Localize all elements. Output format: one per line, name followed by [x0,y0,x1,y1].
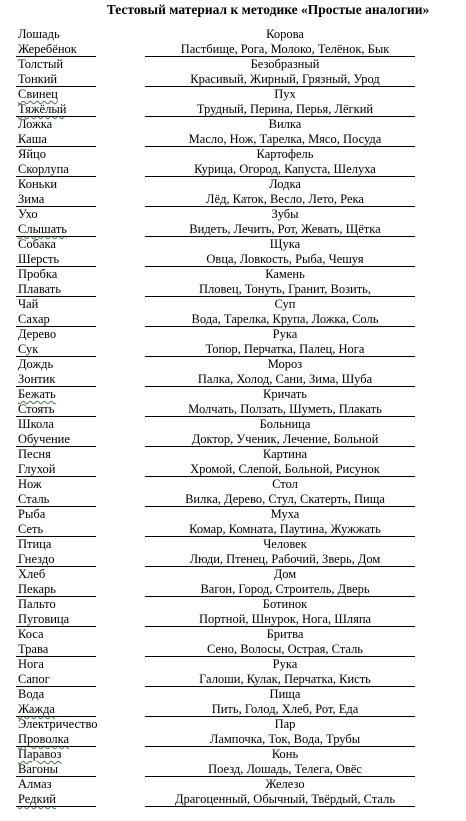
stimulus-word: Коса [18,627,44,641]
stimulus-word: Электричество [18,717,98,731]
stimulus-word: Нога [18,657,44,671]
table-row [0,477,466,492]
stimulus-word: Шерсть [18,252,60,266]
table-row [0,717,466,732]
target-word: Безобразный [250,57,320,71]
answer-options: Драгоценный, Обычный, Твёрдый, Сталь [174,792,396,806]
stimulus-word: Чай [18,297,39,311]
answer-options: Лёд, Каток, Весло, Лето, Река [206,192,364,206]
stimulus-word: Собака [18,237,56,251]
stimulus-word: Паравоз [18,747,62,761]
answer-options: Люди, Птенец, Рабочий, Зверь, Дом [189,552,381,566]
answer-options: Палка, Холод, Сани, Зима, Шуба [197,372,373,386]
answer-options: Красивый, Жирный, Грязный, Урод [190,72,380,86]
stimulus-word: Пробка [18,267,58,281]
table-row [0,762,466,777]
table-row [0,102,466,117]
table-row [0,222,466,237]
answer-options: Курица, Огород, Капуста, Шелуха [194,162,376,176]
answer-options: Галоши, Кулак, Перчатка, Кисть [199,672,371,686]
stimulus-word: Ложка [18,117,53,131]
target-word: Мороз [267,357,303,371]
stimulus-word: Зима [18,192,45,206]
table-row [0,642,466,657]
stimulus-word: Сапог [18,672,50,686]
stimulus-word: Сук [18,342,39,356]
table-row [0,672,466,687]
table-row [0,252,466,267]
table-row [0,777,466,792]
answer-options: Овца, Ловкость, Рыба, Чешуя [206,252,364,266]
table-row [0,282,466,297]
table-row [0,612,466,627]
analogy-table [0,27,466,807]
stimulus-word: Ухо [18,207,38,221]
stimulus-word: Школа [18,417,54,431]
target-word: Железо [265,777,305,791]
stimulus-word: Трава [18,642,49,656]
target-word: Больница [259,417,311,431]
stimulus-word: Жажда [18,702,55,716]
stimulus-word: Зонтик [18,372,56,386]
stimulus-word: Стоять [18,402,55,416]
stimulus-word: Сеть [18,522,44,536]
target-word: Дом [273,567,297,581]
stimulus-word: Слышать [18,222,67,236]
table-row [0,462,466,477]
table-row [0,522,466,537]
target-word: Пища [269,687,301,701]
target-word: Картофель [256,147,314,161]
answer-options: Масло, Нож, Тарелка, Мясо, Посуда [188,132,382,146]
answer-options: Молчать, Ползать, Шуметь, Плакать [188,402,382,416]
answer-options: Лампочка, Ток, Вода, Трубы [209,732,361,746]
table-row [0,582,466,597]
answer-options: Вода, Тарелка, Крупа, Ложка, Соль [191,312,379,326]
target-word: Корова [266,27,304,41]
stimulus-word: Жеребёнок [18,42,77,56]
stimulus-word: Вагоны [18,762,59,776]
table-row [0,342,466,357]
target-word: Стол [272,477,298,491]
table-row [0,312,466,327]
answer-options: Пить, Голод, Хлеб, Рот, Еда [211,702,359,716]
stimulus-word: Глухой [18,462,56,476]
stimulus-word: Яйцо [18,147,46,161]
target-word: Человек [263,537,307,551]
table-row [0,792,466,807]
answer-options: Доктор, Ученик, Лечение, Больной [191,432,379,446]
table-row [0,357,466,372]
target-word: Щука [269,237,301,251]
row-divider-right [145,806,415,807]
table-row [0,237,466,252]
target-word: Картина [262,447,308,461]
answer-options: Поезд, Лошадь, Телега, Овёс [208,762,362,776]
target-word: Рука [272,327,298,341]
stimulus-word: Редкий [18,792,56,806]
target-word: Муха [270,507,300,521]
table-row [0,147,466,162]
stimulus-word: Плавать [18,282,61,296]
stimulus-word: Дерево [18,327,57,341]
stimulus-word: Бежать [18,387,56,401]
stimulus-word: Сталь [18,492,50,506]
table-row [0,687,466,702]
table-row [0,27,466,42]
table-row [0,567,466,582]
answer-options: Видеть, Лечить, Рот, Жевать, Щётка [189,222,381,236]
answer-options: Сено, Волосы, Острая, Сталь [206,642,364,656]
target-word: Пух [274,87,296,101]
target-word: Конь [271,747,299,761]
table-row [0,42,466,57]
table-row [0,447,466,462]
table-row [0,537,466,552]
target-word: Пар [274,717,296,731]
stimulus-word: Алмаз [18,777,52,791]
stimulus-word: Коньки [18,177,58,191]
stimulus-word: Сахар [18,312,50,326]
table-row [0,162,466,177]
answer-options: Вагон, Город, Строитель, Дверь [200,582,370,596]
stimulus-word: Гнездо [18,552,55,566]
stimulus-word: Хлеб [18,567,46,581]
table-row [0,387,466,402]
table-row [0,132,466,147]
table-row [0,552,466,567]
answer-options: Трудный, Перина, Перья, Лёгкий [196,102,374,116]
table-row [0,507,466,522]
stimulus-word: Каша [18,132,47,146]
table-row [0,627,466,642]
table-row [0,327,466,342]
stimulus-word: Проволка [18,732,70,746]
row-divider-left [16,806,96,807]
stimulus-word: Лошадь [18,27,60,41]
table-row [0,747,466,762]
answer-options: Портной, Шнурок, Нога, Шляпа [198,612,372,626]
answer-options: Комар, Комната, Паутина, Жужжать [189,522,381,536]
stimulus-word: Вода [18,687,45,701]
stimulus-word: Толстый [18,57,64,71]
answer-options: Пловец, Тонуть, Гранит, Возить, [198,282,372,296]
stimulus-word: Скорлупа [18,162,69,176]
stimulus-word: Тяжёлый [18,102,67,116]
table-row [0,87,466,102]
target-word: Камень [265,267,305,281]
table-row [0,72,466,87]
answer-options: Вилка, Дерево, Стул, Скатерть, Пища [185,492,385,506]
table-row [0,732,466,747]
target-word: Вилка [268,117,302,131]
table-row [0,192,466,207]
answer-options: Хромой, Слепой, Больной, Рисунок [190,462,380,476]
table-row [0,297,466,312]
table-row [0,267,466,282]
table-row [0,657,466,672]
answer-options: Пастбище, Рога, Молоко, Телёнок, Бык [180,42,390,56]
table-row [0,597,466,612]
stimulus-word: Обучение [18,432,70,446]
table-row [0,402,466,417]
table-row [0,372,466,387]
target-word: Зубы [271,207,299,221]
target-word: Лодка [269,177,301,191]
table-row [0,117,466,132]
table-row [0,432,466,447]
table-row [0,702,466,717]
stimulus-word: Птица [18,537,52,551]
answer-options: Топор, Перчатка, Палец, Нога [205,342,365,356]
table-row [0,207,466,222]
stimulus-word: Тонкий [18,72,58,86]
stimulus-word: Дождь [18,357,54,371]
table-row [0,492,466,507]
stimulus-word: Пуговица [18,612,70,626]
table-row [0,177,466,192]
target-word: Суп [274,297,296,311]
target-word: Ботинок [262,597,308,611]
table-row [0,417,466,432]
page-title: Тестовый материал к методике «Простые аналогии» [106,2,430,17]
stimulus-word: Песня [18,447,51,461]
stimulus-word: Пальто [18,597,56,611]
stimulus-word: Пекарь [18,582,56,596]
stimulus-word: Свинец [18,87,58,101]
target-word: Бритва [266,627,304,641]
target-word: Рука [272,657,298,671]
stimulus-word: Рыба [18,507,46,521]
stimulus-word: Нож [18,477,42,491]
target-word: Кричать [263,387,307,401]
table-row [0,57,466,72]
